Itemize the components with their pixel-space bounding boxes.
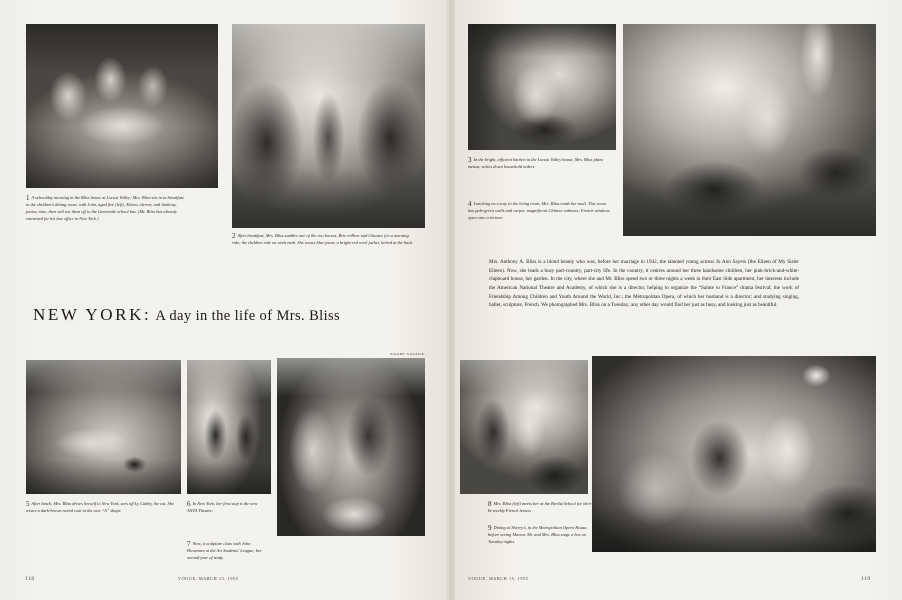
caption-2	[232, 232, 418, 246]
credit-line-left: VOGUE, MARCH 15, 1955	[178, 576, 239, 581]
caption-9-text: Dining at Sherry’s, in the Metropolitan Opera House, before seeing Manon. Mr. and Mrs. Bliss stage a box on Tuesday nights.	[488, 525, 588, 545]
photographer-credit: NAOMI SAVAGE	[390, 352, 425, 356]
photo-1-breakfast	[26, 24, 218, 188]
photo-7-sculpture-class	[277, 358, 425, 536]
caption-1	[26, 194, 186, 223]
caption-1-number: 1	[26, 194, 30, 202]
caption-9	[488, 524, 594, 545]
photo-9-detail	[592, 356, 876, 552]
article-body: Mrs. Anthony A. Bliss is a blond beauty who was, before her marriage in 1942, the talented young actress Jo Ann Sayers (the Eileen of My Sister Eileen). Now, she leads a busy part-country, part-city life. In the country, it centres around her three handsome children, her pink-brick-and-white-clapboard house, her garden. In the city, where she and Mr. Bliss spend two or three nights a week in their East Side apartment, her interests include the American National Theatre and Academy, of which she is a director, helping to organize the “Salute to France” drama festival; the work of Friendship Among Children and Youth Around the World, Inc.; the Metropolitan Opera, of which her husband is a director; and studying singing, ballet, sculpture, French. We photographed Mrs. Bliss on a Tuesday; any other day would find her just as busy, and looking just as beautiful.	[489, 259, 799, 309]
photo-1-detail	[26, 24, 218, 188]
caption-3-number: 3	[468, 156, 472, 164]
photo-5-detail	[26, 360, 181, 494]
photo-9-sherrys-dinner	[592, 356, 876, 552]
photo-2-horses	[232, 24, 425, 228]
caption-8-text: Mrs. Bliss (left) meets her at the Berlitz School for their bi-weekly French lesson.	[488, 501, 592, 514]
photo-7-detail	[277, 358, 425, 536]
caption-4-number: 4	[468, 200, 472, 208]
caption-2-number: 2	[232, 232, 236, 240]
caption-6	[187, 500, 267, 514]
caption-2-text: After breakfast, Mrs. Bliss saddles one of the two horses, Bric-a-Brac and Cheater, for a morning ride; the children ride on week ends. She wears blue jeans, a bright-red wool jacket, belted at the back.	[232, 233, 414, 246]
caption-5	[26, 500, 174, 514]
caption-9-number: 9	[488, 524, 492, 532]
caption-3	[468, 156, 610, 170]
caption-6-text: In New York, her first stop is the new ANTA Theatre.	[187, 501, 258, 514]
photo-5-driveway	[26, 360, 181, 494]
caption-5-text: After lunch, Mrs. Bliss drives herself to New York, sees off Ly Cabby, the cat. She wears a dark-brown tweed coat in the new “A” shape.	[26, 501, 174, 514]
caption-7-text: Next, a sculpture class with John Hovannes at the Art Students’ League; her second year of study.	[187, 541, 262, 561]
headline-primary: NEW YORK:	[33, 305, 152, 324]
photo-4-detail	[623, 24, 876, 236]
photo-4-living-room	[623, 24, 876, 236]
caption-1-text: A schoolday morning in the Bliss house at Locust Valley: Mrs. Bliss sits in at breakfast in the children’s dining room, with John, aged five (left); Eileen, eleven; and Anthony, junior, nine; then will see them off to the Greenvale school bus. (Mr. Bliss has already entrained for his law office in New York.)	[26, 195, 184, 222]
headline-secondary: A day in the life of Mrs. Bliss	[155, 308, 341, 324]
photo-8-berlitz-lesson	[460, 360, 588, 494]
caption-3-text: In the bright, efficient kitchen in the Locust Valley house, Mrs. Bliss plans menus, writes down household orders.	[468, 157, 604, 170]
photo-3-kitchen	[468, 24, 616, 150]
folio-right: 119	[861, 576, 871, 582]
caption-4-text: Lunching on a tray in the living room, Mrs. Bliss reads her mail. This room has pale-green walls and carpet, magnificent Chinese cabinets; French windows open onto a terrace.	[468, 201, 610, 221]
photo-8-detail	[460, 360, 588, 494]
caption-8	[488, 500, 594, 514]
photo-6-detail	[187, 360, 271, 494]
caption-8-number: 8	[488, 500, 492, 508]
caption-7	[187, 540, 267, 561]
credit-line-right: VOGUE, MARCH 15, 1955	[468, 576, 529, 581]
caption-7-number: 7	[187, 540, 191, 548]
caption-4	[468, 200, 610, 221]
photo-6-anta-theatre	[187, 360, 271, 494]
photo-2-detail	[232, 24, 425, 228]
photo-3-detail	[468, 24, 616, 150]
page-gutter	[447, 0, 455, 600]
caption-6-number: 6	[187, 500, 191, 508]
caption-5-number: 5	[26, 500, 30, 508]
folio-left: 118	[25, 576, 35, 582]
page-title	[33, 305, 340, 325]
